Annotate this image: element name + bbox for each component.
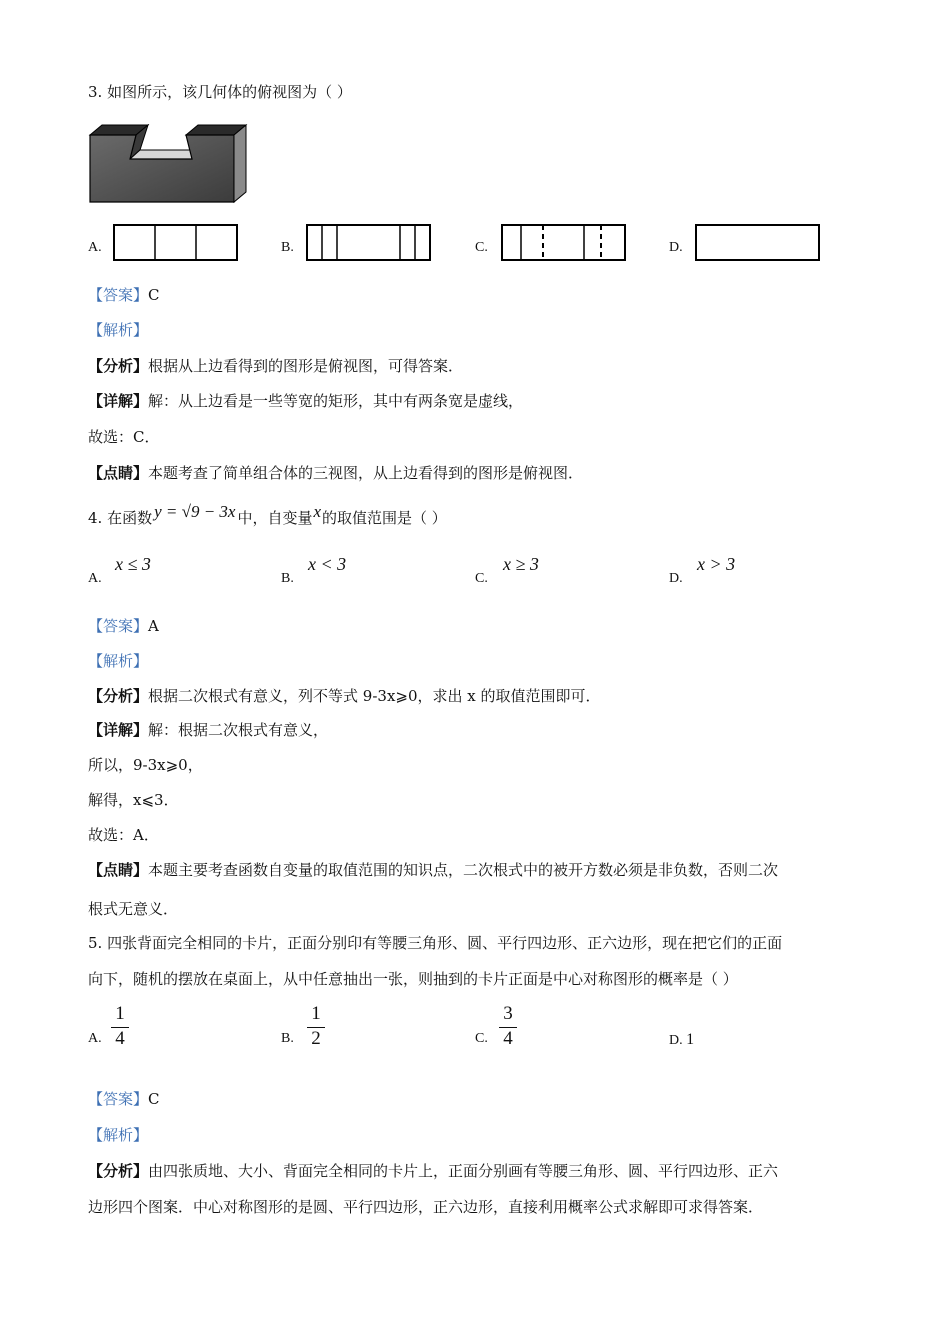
q3-answer-tag: 【答案】: [88, 286, 149, 304]
q4-stem-pre: 4. 在函数: [88, 509, 153, 527]
q5-option-d-value: 1: [686, 1031, 695, 1048]
q5-option-c-label: C.: [475, 1031, 488, 1046]
q4-option-b-expr: x < 3: [308, 554, 347, 574]
q4-line1: 所以，9-3x⩾0，: [88, 756, 203, 774]
q4-xiangjie-tag: 【详解】: [88, 721, 149, 739]
q5-option-b-numerator: 1: [311, 1003, 321, 1024]
q3-option-a-label: A.: [88, 240, 102, 255]
q5-stem-line1: 5. 四张背面完全相同的卡片，正面分别印有等腰三角形、圆、平行四边形、正六边形，现在把它们的正面: [88, 934, 783, 952]
q5-option-c-fraction: [498, 1003, 518, 1052]
q3-option-d-label: D.: [669, 240, 683, 255]
q4-option-d-label: D.: [669, 571, 683, 586]
q4-dianjing-text1: 本题主要考查函数自变量的取值范围的知识点，二次根式中的被开方数必须是非负数，否则二次: [148, 861, 779, 879]
q3-answer-value: C: [148, 286, 160, 304]
q4-option-c-label: C.: [475, 571, 488, 586]
q3-fenxi-text: 根据从上边看得到的图形是俯视图，可得答案．: [148, 357, 464, 375]
q4-fenxi-text: 根据二次根式有意义，列不等式 9-3x⩾0，求出 x 的取值范围即可．: [148, 687, 601, 705]
q3-option-c-figure: [501, 224, 627, 262]
q5-option-a-denominator: 4: [115, 1028, 125, 1049]
q4-guxuan: 故选：A．: [88, 826, 159, 844]
q3-xiangjie: [88, 391, 523, 411]
q5-answer-value: C: [148, 1090, 160, 1108]
q3-fenxi-tag: 【分析】: [88, 357, 149, 375]
q5-stem-line2: 向下，随机的摆放在桌面上，从中任意抽出一张，则抽到的卡片正面是中心对称图形的概率是（ ）: [88, 970, 738, 988]
q4-analysis-tag: 【解析】: [88, 652, 149, 670]
q4-dianjing-tag: 【点睛】: [88, 861, 149, 879]
q3-dianjing: [88, 463, 583, 483]
q5-answer-tag: 【答案】: [88, 1090, 149, 1108]
q4-option-b-label: B.: [281, 571, 294, 586]
q3-xiangjie-text: 解：从上边看是一些等宽的矩形，其中有两条宽是虚线，: [148, 392, 524, 410]
q4-option-c-expr: x ≥ 3: [503, 554, 539, 574]
q5-option-b-fraction: [306, 1003, 326, 1052]
q3-solid-figure: [88, 124, 250, 204]
q3-fenxi: [88, 356, 463, 376]
q5-fenxi-text2: 边形四个图案．中心对称图形的是圆、平行四边形，正六边形，直接利用概率公式求解即可求得答案．: [88, 1198, 764, 1216]
q4-stem-post: 的取值范围是（ ）: [322, 509, 447, 527]
q5-option-c-denominator: 4: [503, 1028, 513, 1049]
q5-fenxi: [88, 1161, 778, 1181]
q5-option-d: [669, 1031, 694, 1049]
q4-option-d-math: [697, 554, 735, 575]
q5-analysis-tag: 【解析】: [88, 1126, 149, 1144]
q4-xiangjie-text: 解：根据二次根式有意义，: [148, 721, 329, 739]
q5-option-c-numerator: 3: [503, 1003, 513, 1024]
q4-line2: 解得，x⩽3．: [88, 791, 179, 809]
q4-fenxi: [88, 686, 601, 706]
q3-dianjing-text: 本题考查了简单组合体的三视图，从上边看得到的图形是俯视图．: [148, 464, 584, 482]
q5-option-a-fraction: [110, 1003, 130, 1052]
q4-answer: [88, 616, 159, 636]
q4-answer-tag: 【答案】: [88, 617, 149, 635]
q4-formula: y = √9 − 3x: [154, 502, 236, 521]
q3-answer: [88, 285, 160, 305]
q4-option-a-math: [115, 554, 151, 575]
q4-dianjing: [88, 860, 778, 880]
q4-option-a-expr: x ≤ 3: [115, 554, 151, 574]
q3-option-b-figure: [306, 224, 432, 262]
q4-xiangjie: [88, 720, 328, 740]
q5-fenxi-tag: 【分析】: [88, 1162, 149, 1180]
q3-dianjing-tag: 【点睛】: [88, 464, 149, 482]
q3-option-d-figure: [695, 224, 821, 262]
q5-answer: [88, 1089, 160, 1109]
q3-option-a-figure: [113, 224, 239, 262]
q5-option-d-label: D.: [669, 1033, 683, 1048]
q3-analysis-tag: 【解析】: [88, 321, 149, 339]
q4-fenxi-tag: 【分析】: [88, 687, 149, 705]
q4-stem: [88, 502, 447, 528]
q5-option-b-denominator: 2: [311, 1028, 321, 1049]
q4-option-b-math: [308, 554, 346, 575]
q4-variable: x: [313, 502, 322, 521]
q4-option-c-math: [503, 554, 539, 575]
q3-xiangjie-tag: 【详解】: [88, 392, 149, 410]
q3-guxuan: 故选：C．: [88, 428, 160, 446]
q4-option-a-label: A.: [88, 571, 102, 586]
q3-option-c-label: C.: [475, 240, 488, 255]
q5-fenxi-text1: 由四张质地、大小、背面完全相同的卡片上，正面分别画有等腰三角形、圆、平行四边形、正六: [148, 1162, 779, 1180]
q4-option-d-expr: x > 3: [697, 554, 736, 574]
q4-dianjing-text2: 根式无意义．: [88, 900, 179, 918]
q4-answer-value: A: [148, 617, 159, 635]
q3-stem: 3. 如图所示，该几何体的俯视图为（ ）: [88, 83, 352, 101]
q5-option-a-label: A.: [88, 1031, 102, 1046]
q5-option-a-numerator: 1: [115, 1003, 125, 1024]
q4-stem-mid: 中，自变量: [237, 509, 313, 527]
q3-option-b-label: B.: [281, 240, 294, 255]
q5-option-b-label: B.: [281, 1031, 294, 1046]
